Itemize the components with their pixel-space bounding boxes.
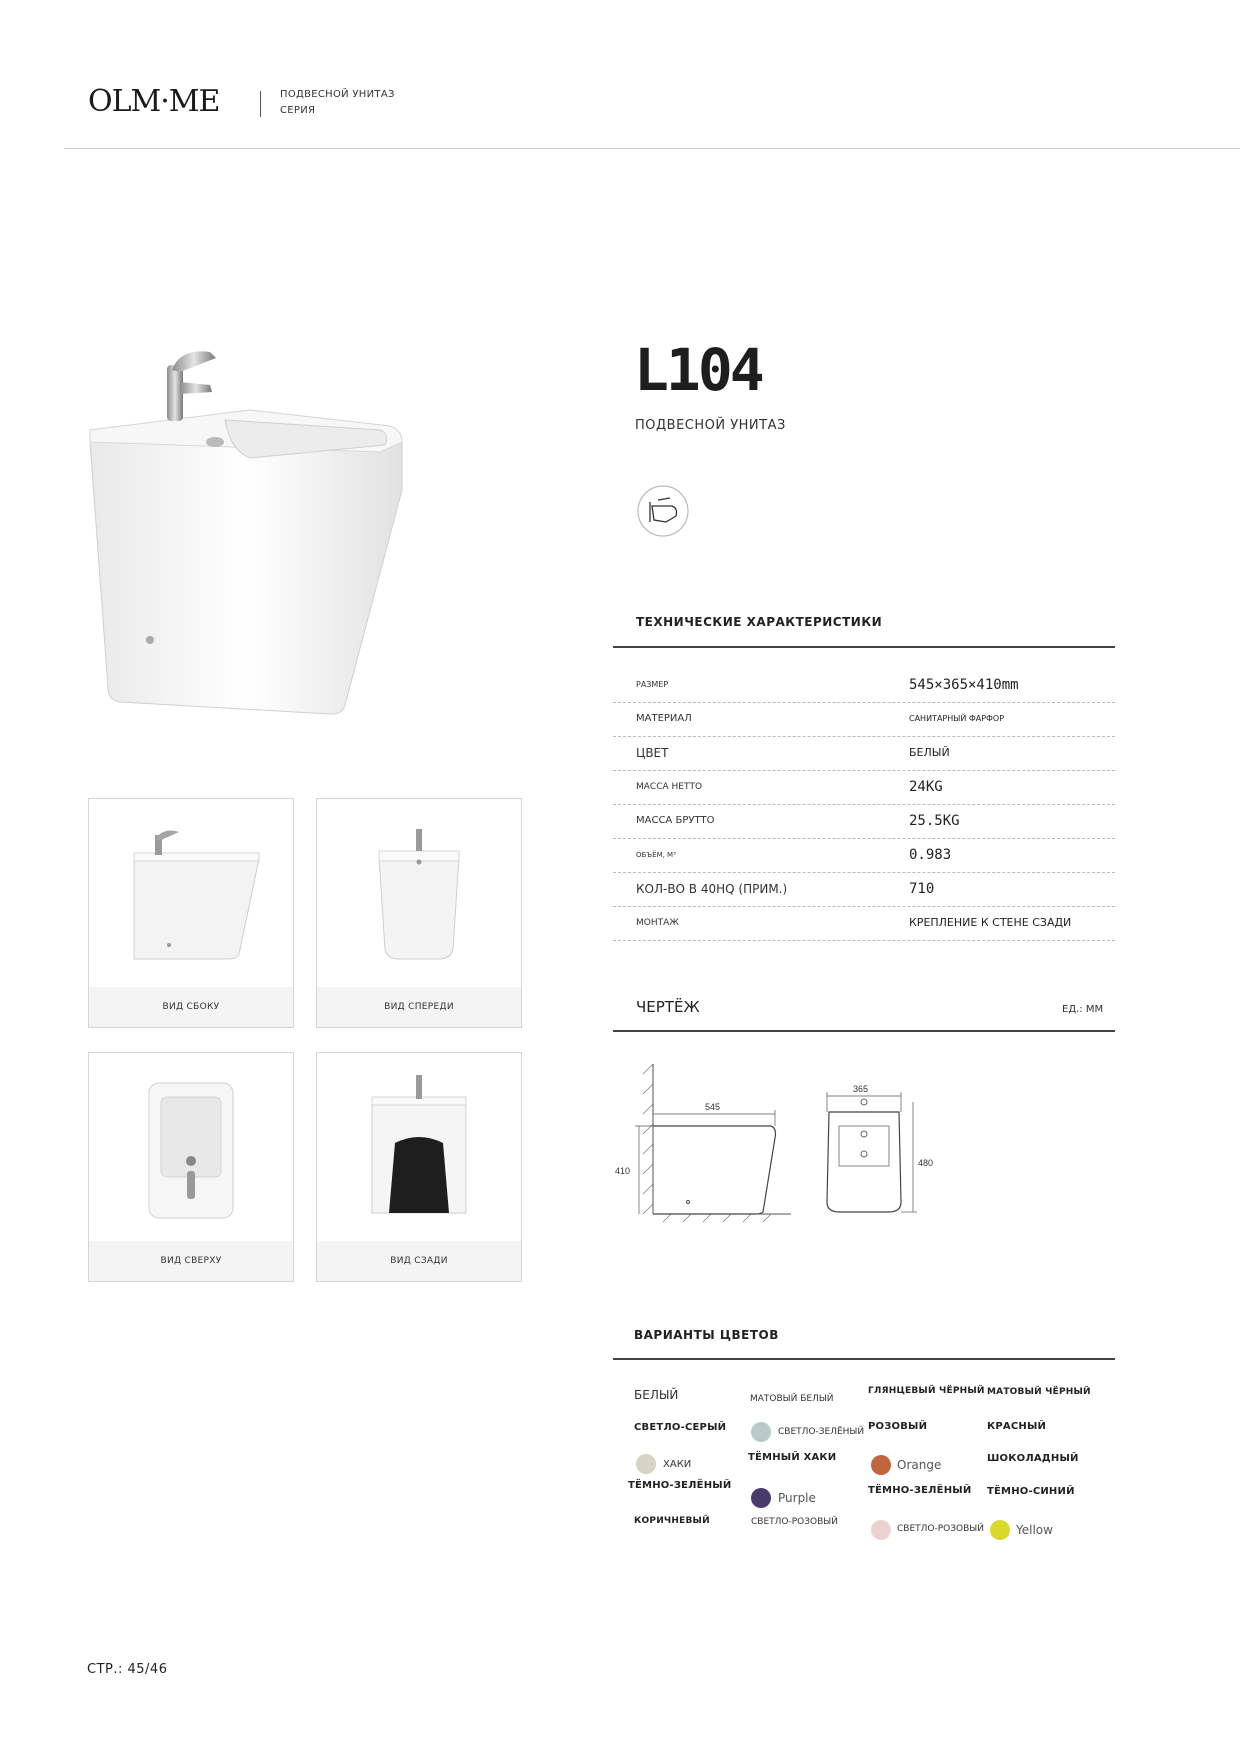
color-option-light-pink-2[interactable]: СВЕТЛО-РОЗОВЫЙ (897, 1524, 984, 1534)
color-swatch-light-green (751, 1422, 771, 1442)
top-view-image (89, 1053, 293, 1241)
color-option-light-pink[interactable]: СВЕТЛО-РОЗОВЫЙ (751, 1517, 838, 1527)
model-number: L104 (634, 336, 762, 404)
color-option-dark-green-2[interactable]: ТЁМНО-ЗЕЛЁНЫЙ (868, 1485, 972, 1496)
view-side[interactable] (88, 798, 294, 1028)
color-option-chocolate[interactable]: ШОКОЛАДНЫЙ (987, 1453, 1079, 1464)
dim-width-label: 365 (853, 1084, 869, 1094)
spec-row (613, 736, 1115, 771)
spec-label: МОНТАЖ (636, 918, 679, 928)
view-back[interactable] (316, 1052, 522, 1282)
logo-divider (260, 91, 261, 117)
color-swatch-khaki (636, 1454, 656, 1474)
color-option-yellow[interactable]: Yellow (1016, 1523, 1053, 1537)
drawing-unit: ЕД.: ММ (1062, 1004, 1104, 1015)
color-swatch-yellow (990, 1520, 1010, 1540)
page-number: СТР.: 45/46 (87, 1662, 168, 1677)
color-option-light-grey[interactable]: СВЕТЛО-СЕРЫЙ (634, 1422, 727, 1433)
color-option-dark-khaki[interactable]: ТЁМНЫЙ ХАКИ (748, 1452, 837, 1463)
spec-row (613, 872, 1115, 907)
view-top[interactable] (88, 1052, 294, 1282)
technical-drawing (613, 1052, 1133, 1232)
spec-value: 545×365×410mm (909, 677, 1019, 693)
color-option-white[interactable]: БЕЛЫЙ (634, 1388, 679, 1402)
color-option-red[interactable]: КРАСНЫЙ (987, 1421, 1047, 1432)
side-view-image (89, 799, 293, 987)
color-option-pink[interactable]: РОЗОВЫЙ (868, 1421, 928, 1432)
specs-divider (613, 646, 1115, 648)
spec-label: ОБЪЁМ, М³ (636, 851, 676, 859)
spec-value: 24KG (909, 779, 943, 795)
spec-row (613, 804, 1115, 839)
color-swatch-light-pink (871, 1520, 891, 1540)
specs-title: ТЕХНИЧЕСКИЕ ХАРАКТЕРИСТИКИ (636, 615, 883, 629)
view-caption: ВИД СПЕРЕДИ (317, 987, 521, 1027)
color-option-khaki[interactable]: ХАКИ (663, 1459, 692, 1470)
front-view-image (317, 799, 521, 987)
colors-title: ВАРИАНТЫ ЦВЕТОВ (634, 1328, 779, 1342)
product-image (80, 330, 480, 730)
drawing-divider (613, 1030, 1115, 1032)
color-option-light-green[interactable]: СВЕТЛО-ЗЕЛЁНЫЙ (778, 1427, 865, 1437)
color-option-matte-white[interactable]: МАТОВЫЙ БЕЛЫЙ (750, 1394, 834, 1404)
brand-logo: OLM·ME (88, 84, 220, 119)
dim-height2-label: 480 (918, 1158, 934, 1168)
color-swatch-purple (751, 1488, 771, 1508)
spec-row (613, 702, 1115, 737)
color-swatch-orange (871, 1455, 891, 1475)
view-front[interactable] (316, 798, 522, 1028)
color-option-dark-green[interactable]: ТЁМНО-ЗЕЛЁНЫЙ (628, 1480, 732, 1491)
spec-row (613, 668, 1115, 703)
wall-mount-icon (636, 484, 690, 538)
spec-value: 0.983 (909, 847, 952, 863)
dim-height-label: 410 (615, 1166, 631, 1176)
spec-row (613, 838, 1115, 873)
drawing-title: ЧЕРТЁЖ (636, 998, 700, 1016)
color-option-orange[interactable]: Orange (897, 1458, 942, 1472)
color-option-gloss-black[interactable]: ГЛЯНЦЕВЫЙ ЧЁРНЫЙ (868, 1386, 985, 1396)
spec-value: КРЕПЛЕНИЕ К СТЕНЕ СЗАДИ (909, 916, 1072, 929)
view-caption: ВИД СБОКУ (89, 987, 293, 1027)
spec-label: КОЛ-ВО В 40HQ (ПРИМ.) (636, 882, 788, 896)
view-caption: ВИД СЗАДИ (317, 1241, 521, 1281)
spec-value: 710 (909, 881, 935, 897)
spec-label: МАССА НЕТТО (636, 782, 703, 792)
color-option-dark-blue[interactable]: ТЁМНО-СИНИЙ (987, 1486, 1075, 1497)
spec-row (613, 906, 1115, 941)
spec-value: САНИТАРНЫЙ ФАРФОР (909, 714, 1005, 723)
spec-value: 25.5KG (909, 813, 960, 829)
colors-divider (613, 1358, 1115, 1360)
spec-label: МАССА БРУТТО (636, 815, 715, 826)
product-type: ПОДВЕСНОЙ УНИТАЗ (635, 418, 786, 433)
spec-label: ЦВЕТ (636, 746, 669, 760)
spec-value: БЕЛЫЙ (909, 746, 950, 759)
series-name: ПОДВЕСНОЙ УНИТАЗ (280, 89, 395, 100)
series-label: СЕРИЯ (280, 105, 316, 116)
color-option-brown[interactable]: КОРИЧНЕВЫЙ (634, 1516, 710, 1526)
color-option-purple[interactable]: Purple (778, 1491, 816, 1505)
color-option-matte-black[interactable]: МАТОВЫЙ ЧЁРНЫЙ (987, 1387, 1091, 1397)
spec-label: МАТЕРИАЛ (636, 713, 692, 724)
header-divider (64, 148, 1240, 149)
view-caption: ВИД СВЕРХУ (89, 1241, 293, 1281)
spec-row (613, 770, 1115, 805)
spec-label: РАЗМЕР (636, 680, 669, 689)
back-view-image (317, 1053, 521, 1241)
dim-length-label: 545 (705, 1102, 721, 1112)
